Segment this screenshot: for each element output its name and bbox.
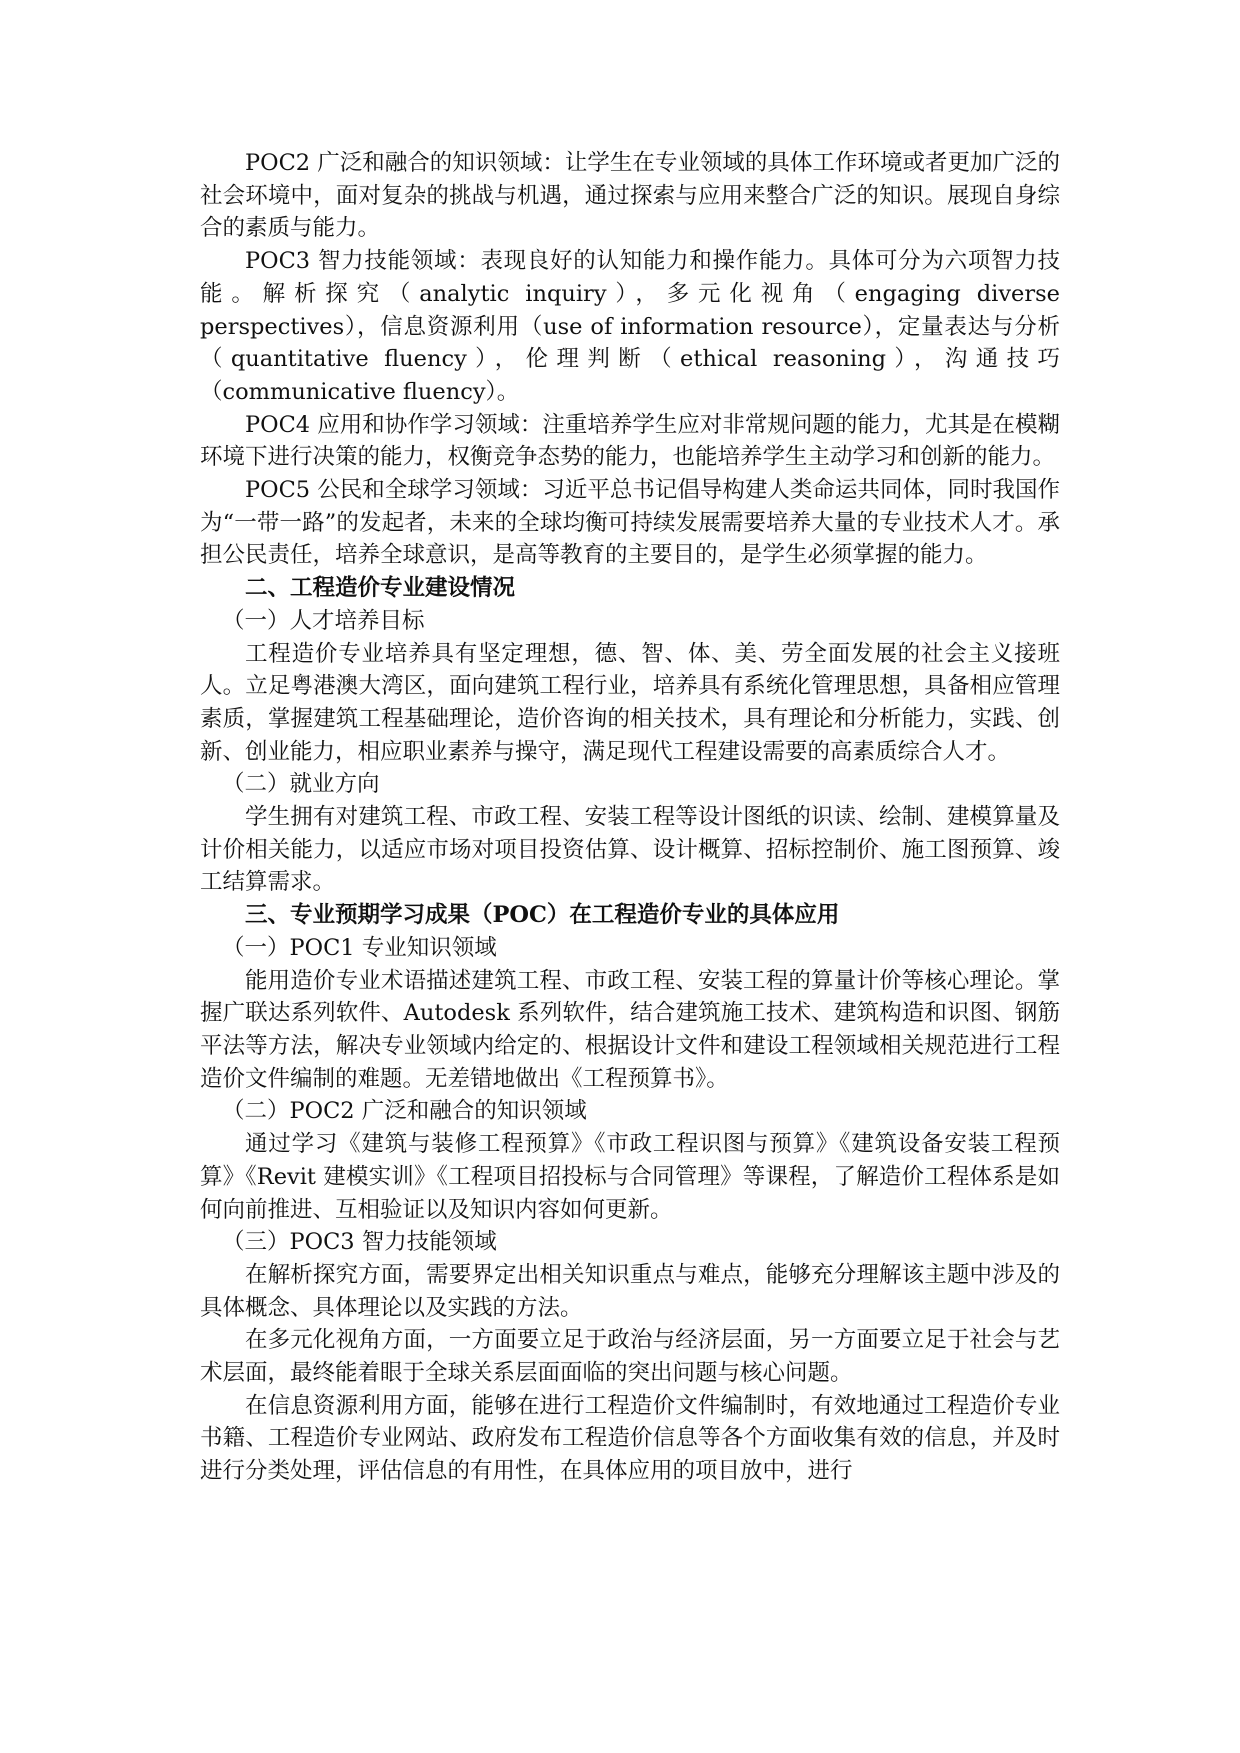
training-goal-paragraph: 工程造价专业培养具有坚定理想，德、智、体、美、劳全面发展的社会主义接班人。立足粤港澳大湾区，面向建筑工程行业，培养具有系统化管理思想，具备相应管理素质，掌握建筑工程基础理论，造价咨询的相关技术，具有理论和分析能力，实践、创新、创业能力，相应职业素养与操守，满足现代工程建设需要的高素质综合人才。 (200, 640, 1060, 765)
section2-subheading-employment: （二）就业方向 (222, 771, 380, 798)
section3-subheading-poc3: （三）POC3 智力技能领域 (222, 1229, 497, 1256)
section2-subheading-goal: （一）人才培养目标 (222, 607, 425, 634)
poc1-application-paragraph: 能用造价专业术语描述建筑工程、市政工程、安装工程的算量计价等核心理论。掌握广联达系列软件、Autodesk 系列软件，结合建筑施工技术、建筑构造和识图、钢筋平法等方法，解决专业领域内给定的、根据设计文件和建设工程领域相关规范进行工程造价文件编制的难题。无差错地做出《工程预算书》。 (200, 967, 1060, 1092)
diverse-perspectives-paragraph: 在多元化视角方面，一方面要立足于政治与经济层面，另一方面要立足于社会与艺术层面，最终能着眼于全球关系层面面临的突出问题与核心问题。 (200, 1327, 1060, 1387)
poc5-paragraph: POC5 公民和全球学习领域：习近平总书记倡导构建人类命运共同体，同时我国作为“一带一路”的发起者，未来的全球均衡可持续发展需要培养大量的专业技术人才。承担公民责任，培养全球意识，是高等教育的主要目的，是学生必须掌握的能力。 (200, 477, 1060, 569)
poc4-paragraph: POC4 应用和协作学习领域：注重培养学生应对非常规问题的能力，尤其是在模糊环境下进行决策的能力，权衡竞争态势的能力，也能培养学生主动学习和创新的能力。 (200, 411, 1060, 471)
section3-heading: 三、专业预期学习成果（POC）在工程造价专业的具体应用 (245, 902, 840, 929)
analytic-inquiry-paragraph: 在解析探究方面，需要界定出相关知识重点与难点，能够充分理解该主题中涉及的具体概念、具体理论以及实践的方法。 (200, 1261, 1060, 1321)
document-body (200, 147, 1060, 1488)
information-resource-paragraph: 在信息资源利用方面，能够在进行工程造价文件编制时，有效地通过工程造价专业书籍、工程造价专业网站、政府发布工程造价信息等各个方面收集有效的信息，并及时进行分类处理，评估信息的有用性，在具体应用的项目放中，进行 (200, 1392, 1060, 1485)
poc2-application-paragraph: 通过学习《建筑与装修工程预算》《市政工程识图与预算》《建筑设备安装工程预算》《Revit 建模实训》《工程项目招投标与合同管理》等课程，了解造价工程体系是如何向前推进、互相验证以及知识内容如何更新。 (200, 1131, 1060, 1223)
section3-subheading-poc2: （二）POC2 广泛和融合的知识领域 (222, 1098, 587, 1125)
poc2-paragraph: POC2 广泛和融合的知识领域：让学生在专业领域的具体工作环境或者更加广泛的社会环境中，面对复杂的挑战与机遇，通过探索与应用来整合广泛的知识。展现自身综合的素质与能力。 (200, 150, 1060, 242)
employment-paragraph: 学生拥有对建筑工程、市政工程、安装工程等设计图纸的识读、绘制、建模算量及计价相关能力，以适应市场对项目投资估算、设计概算、招标控制价、施工图预算、竣工结算需求。 (200, 804, 1060, 896)
section3-subheading-poc1: （一）POC1 专业知识领域 (222, 934, 497, 961)
section2-heading: 二、工程造价专业建设情况 (245, 575, 516, 602)
poc3-paragraph: POC3 智力技能领域：表现良好的认知能力和操作能力。具体可分为六项智力技能。解析探究（analytic inquiry），多元化视角（engaging diverse perspectives），信息资源利用（use of information resource），定量表达与分析（quantitative fluency），伦理判断（ethical reasoning），沟通技巧（communicative fluency）。 (200, 248, 1060, 405)
